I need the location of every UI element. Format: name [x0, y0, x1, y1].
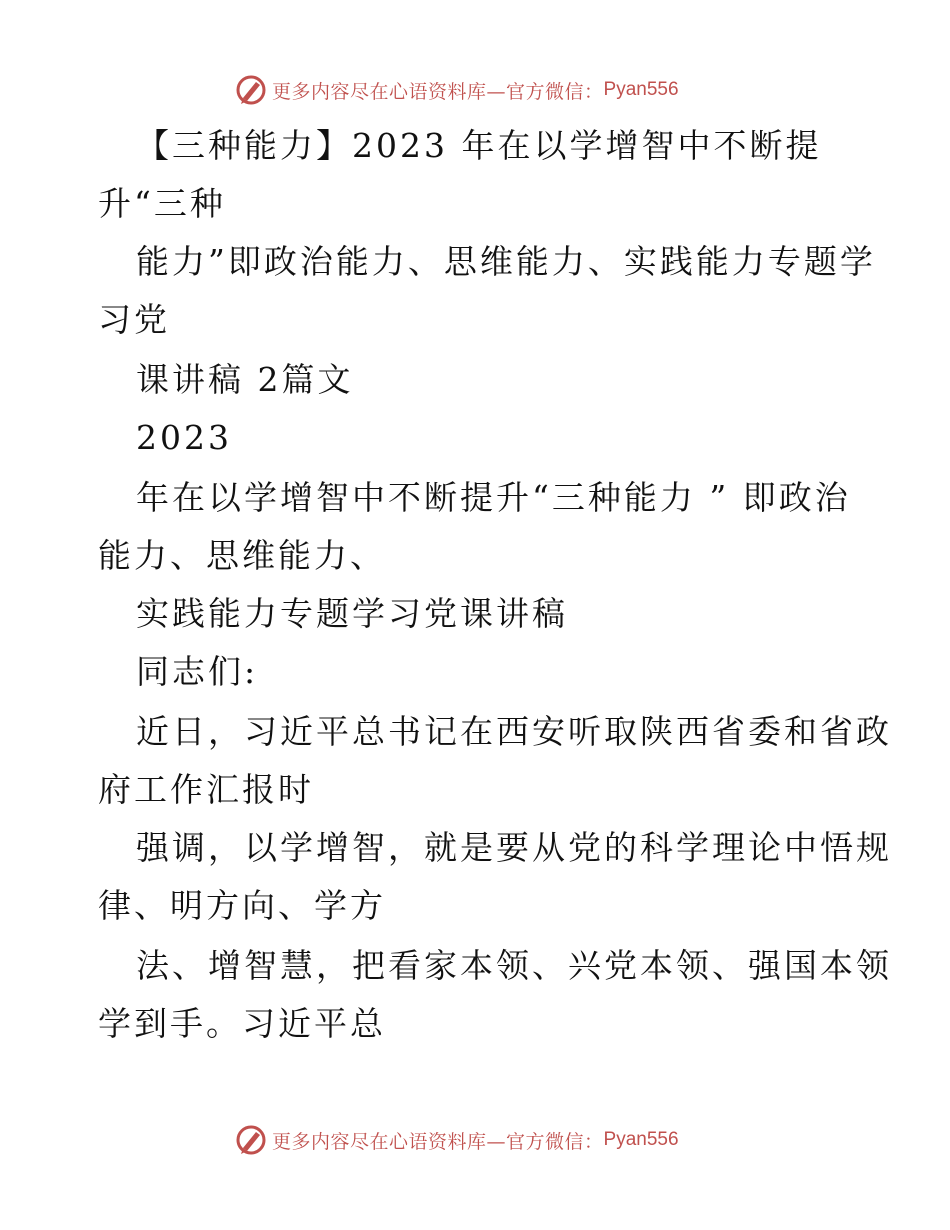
paragraph-line: 近日，习近平总书记在西安听取陕西省委和省政	[136, 712, 892, 751]
watermark-wechat-id: Pyan556	[603, 79, 679, 100]
paragraph-line: 2023	[136, 418, 232, 457]
paragraph-line: 能力、思维能力、	[98, 536, 386, 575]
watermark-text: 更多内容尽在心语资料库—官方微信：	[272, 1130, 604, 1153]
title-line-4: 习党	[98, 300, 170, 339]
paragraph-line: 学到手。习近平总	[98, 1004, 386, 1043]
title-line-1: 【三种能力】2023 年在以学增智中不断提	[136, 126, 822, 165]
title-line-2: 升“三种	[98, 184, 226, 223]
title-line-3: 能力”即政治能力、思维能力、实践能力专题学	[136, 242, 876, 281]
paragraph-line: 年在以学增智中不断提升“三种能力 ” 即政治	[136, 478, 851, 517]
pen-circle-logo-icon	[234, 73, 268, 107]
paragraph-line: 律、明方向、学方	[98, 886, 386, 925]
title-line-5: 课讲稿 2篇文	[136, 360, 354, 399]
paragraph-line: 府工作汇报时	[98, 770, 314, 809]
header-watermark	[234, 72, 679, 108]
watermark-wechat-id: Pyan556	[603, 1129, 679, 1150]
footer-watermark	[234, 1122, 679, 1158]
pen-circle-logo-icon	[234, 1123, 268, 1157]
salutation-line: 同志们:	[136, 652, 259, 691]
paragraph-line: 法、增智慧，把看家本领、兴党本领、强国本领	[136, 946, 892, 985]
paragraph-line: 实践能力专题学习党课讲稿	[136, 594, 568, 633]
paragraph-line: 强调，以学增智，就是要从党的科学理论中悟规	[136, 828, 892, 867]
watermark-text: 更多内容尽在心语资料库—官方微信：	[272, 80, 604, 103]
